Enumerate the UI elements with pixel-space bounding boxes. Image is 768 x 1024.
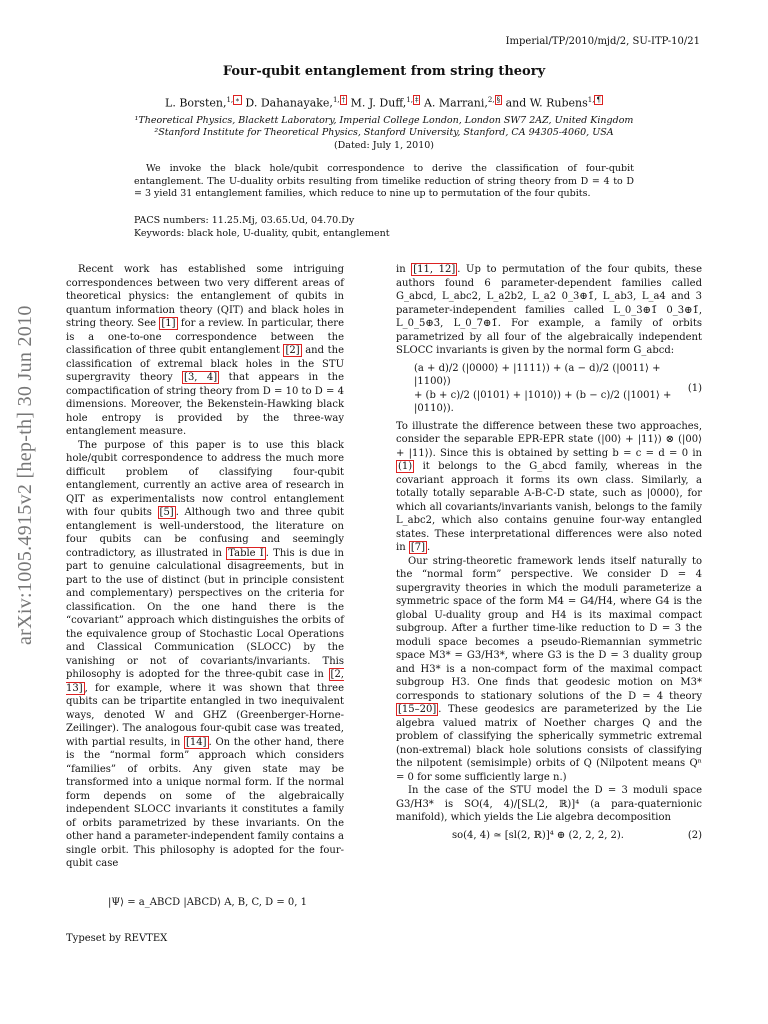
- citation-link[interactable]: [2]: [285, 345, 300, 356]
- text-run: it belongs to the G_abcd family, whereas in the covariant approach it forms its own class. Similarly, a totally totally separable A-B-C-D state, such as |0000⟩, for which all covariants/invariants vanish, belongs to the family L_abc2, which also contains genuine four-way entangled states. These interpretational differences were also noted in: [396, 461, 702, 553]
- author-affil: 1,: [406, 96, 413, 104]
- text-run: in: [396, 264, 412, 275]
- text-run: . These geodesics are parameterized by the Lie algebra valued matrix of Noether charges Q and the problem of classifying the spherically symmetric extremal (non-extremal) black hole solutions consists of classifying the nilpotent (semisimple) orbits of Q (Nilpotent means Qⁿ = 0 for some sufficiently large n.): [396, 704, 702, 783]
- table-link[interactable]: Table I: [228, 547, 264, 559]
- arxiv-stamp: arXiv:1005.4915v2 [hep-th] 30 Jun 2010: [14, 305, 36, 645]
- equation-1: [396, 362, 702, 416]
- equation-body: [396, 362, 680, 416]
- text-run: and the classification of extremal black holes in the STU supergravity theory: [66, 345, 344, 383]
- text-run: for a review. In particular, there is a one-to-one correspondence between the classification of three qubit entanglement: [66, 318, 344, 356]
- paragraph: [66, 263, 344, 439]
- text-run: . Up to permutation of the four qubits, these authors found 6 parameter-dependent families called G_abcd, L_abc2, L_a2b2, L_a2 0_3⊕1̄, L_ab3, L_a4 and 3 parameter-independent families called L_0_3⊕1̄ 0_3⊕1̄, L_0_5⊕3̄, L_0_7⊕1̄. For example, a family of orbits parametrized by all four of the algebraically independent SLOCC invariants is given by the normal form G_abcd:: [396, 264, 702, 356]
- paragraph: [396, 555, 702, 785]
- report-number: Imperial/TP/2010/mjd/2, SU-ITP-10/21: [505, 36, 700, 47]
- author-affil: 1,: [226, 96, 234, 104]
- equation-link[interactable]: (1): [398, 461, 413, 472]
- citation-link[interactable]: [7]: [410, 542, 425, 553]
- pacs-numbers: PACS numbers: 11.25.Mj, 03.65.Ud, 04.70.Dy: [134, 215, 355, 226]
- author-name: and W. Rubens: [505, 96, 588, 110]
- equation-number: (1): [687, 382, 702, 394]
- paragraph: [66, 439, 344, 871]
- author-affil: 2,: [487, 96, 495, 104]
- state-equation: |Ψ⟩ = a_ABCD |ABCD⟩ A, B, C, D = 0, 1: [108, 897, 307, 908]
- text-run: , for example, where it was shown that three qubits can be tripartite entangled in two inequivalent ways, denoted W and GHZ (Greenberger-Horne-Zeilinger). The analogous four-qubit case was treated, with partial results, in: [66, 682, 344, 748]
- equation-line: + (b + c)/2 (|0101⟩ + |1010⟩) + (b − c)/2 (|1001⟩ + |0110⟩).: [414, 389, 672, 414]
- text-run: . Although two and three qubit entanglement is well-understood, the literature on four qubits can be confusing and seemingly contradictory, as illustrated in: [66, 507, 344, 559]
- left-column: [66, 263, 344, 871]
- text-run: In the case of the STU model the D = 3 moduli space G3/H3* is SO(4, 4)/[SL(2, ℝ)]⁴ (a para-quaternionic manifold), which yields the Lie algebra decomposition: [396, 785, 702, 823]
- affiliation: ¹Theoretical Physics, Blackett Laboratory, Imperial College London, London SW7 2AZ, United Kingdom: [134, 115, 634, 126]
- paragraph: [396, 420, 702, 555]
- paragraph: [396, 784, 702, 825]
- citation-link[interactable]: [3, 4]: [184, 372, 218, 383]
- text-run: Our string-theoretic framework lends itself naturally to the “normal form” perspective. We consider D = 4 supergravity theories in which the moduli parameterize a symmetric space of the form M4 = G4/H4, where G4 is the global U-duality group and H4 is its maximal compact subgroup. After a further time-like reduction to D = 3 the moduli space becomes a pseudo-Riemannian symmetric space M3* = G3/H3*, where G3 is the D = 3 duality group and H3* is a non-compact form of the maximal compact subgroup H3. One finds that geodesic motion on M3* corresponds to stationary solutions of the D = 4 theory: [396, 555, 702, 702]
- paper-title: Four-qubit entanglement from string theory: [222, 64, 546, 79]
- keywords: Keywords: black hole, U-duality, qubit, entanglement: [134, 227, 390, 239]
- text-run: To illustrate the difference between these two approaches, consider the separable EPR-EPR state (|00⟩ + |11⟩) ⊗ (|00⟩ + |11⟩). Since this is obtained by setting b = c = d = 0 in: [396, 420, 702, 459]
- citation-link[interactable]: [5]: [159, 507, 174, 518]
- author-name: D. Dahanayake,: [245, 96, 333, 110]
- abstract: We invoke the black hole/qubit correspondence to derive the classification of four-qubit entanglement. The U-duality orbits resulting from timelike reduction of string theory from D = 4 to D = 3 yield 31 entanglement families, which reduce to nine up to permutation of the four qubits.: [134, 163, 634, 199]
- text-run: Recent work has established some intriguing correspondences between two very different areas of theoretical physics: the entanglement of qubits in quantum information theory (QIT) and black holes in string theory. See: [66, 264, 344, 329]
- equation-2: [396, 829, 702, 843]
- equation-line: (a + d)/2 (|0000⟩ + |1111⟩) + (a − d)/2 (|0011⟩ + |1100⟩): [414, 362, 661, 387]
- citation-link[interactable]: [14]: [186, 736, 207, 748]
- right-column: [396, 263, 702, 846]
- author-name: A. Marrani,: [423, 96, 488, 110]
- text-run: . This is due in part to genuine calculational disagreements, but in part to the use of distinct (but in principle consistent and complementary) perspectives on the criteria for classification. On the one hand there is the “covariant” approach which distinguishes the orbits of the equivalence group of Stochastic Local Operations and Classical Communication (SLOCC) by the vanishing or not of covariants/invariants. This philosophy is adopted for the three-qubit case in: [66, 547, 344, 680]
- equation-body: so(4, 4) ≃ [sl(2, ℝ)]⁴ ⊕ (2, 2, 2, 2).: [452, 829, 624, 841]
- author-footnote-link[interactable]: ¶: [596, 96, 601, 104]
- author-footnote-link[interactable]: §: [496, 96, 501, 104]
- equation-number: (2): [687, 829, 702, 841]
- author-list: [40, 96, 728, 110]
- author-footnote-link[interactable]: †: [341, 96, 346, 104]
- author-footnote-link[interactable]: ∗: [235, 96, 240, 104]
- typeset-footer: Typeset by REVTEX: [66, 933, 168, 944]
- affiliation: ²Stanford Institute for Theoretical Physics, Stanford University, Stanford, CA 94305-4060, USA: [154, 127, 614, 138]
- author-affil: 1,: [587, 96, 595, 104]
- text-run: The purpose of this paper is to use this black hole/qubit correspondence to address the much more difficult problem of classifying four-qubit entanglement, currently an active area of research in QIT as experimentalists now control entanglement with four qubits: [66, 439, 344, 518]
- author-name: L. Borsten,: [165, 96, 227, 110]
- citation-link[interactable]: [15–20]: [398, 704, 437, 715]
- date-line: (Dated: July 1, 2010): [333, 140, 435, 151]
- text-run: . On the other hand, there is the “normal form” approach which considers “families” of orbits. Any given state may be transformed into a unique normal form. If the normal form depends on some of the algebraically independent SLOCC invariants it constitutes a family of orbits parametrized by these invariants. On the other hand a parameter-independent family contains a single orbit. This philosophy is adopted for the four-qubit case: [66, 736, 344, 869]
- citation-link[interactable]: [2, 13]: [66, 669, 344, 694]
- author-affil: 1,: [332, 96, 340, 104]
- text-run: that appears in the compactification of string theory from D = 10 to D = 4 dimensions. Moreover, the Bekenstein-Hawking black hole entropy is provided by the three-way entanglement measure.: [66, 372, 344, 437]
- pacs-block: [134, 215, 390, 240]
- text-run: .: [427, 542, 431, 553]
- citation-link[interactable]: [11, 12]: [413, 264, 456, 275]
- paragraph: [396, 263, 702, 358]
- citation-link[interactable]: [1]: [161, 318, 176, 329]
- author-footnote-link[interactable]: ‡: [414, 96, 419, 104]
- author-name: M. J. Duff,: [350, 96, 407, 110]
